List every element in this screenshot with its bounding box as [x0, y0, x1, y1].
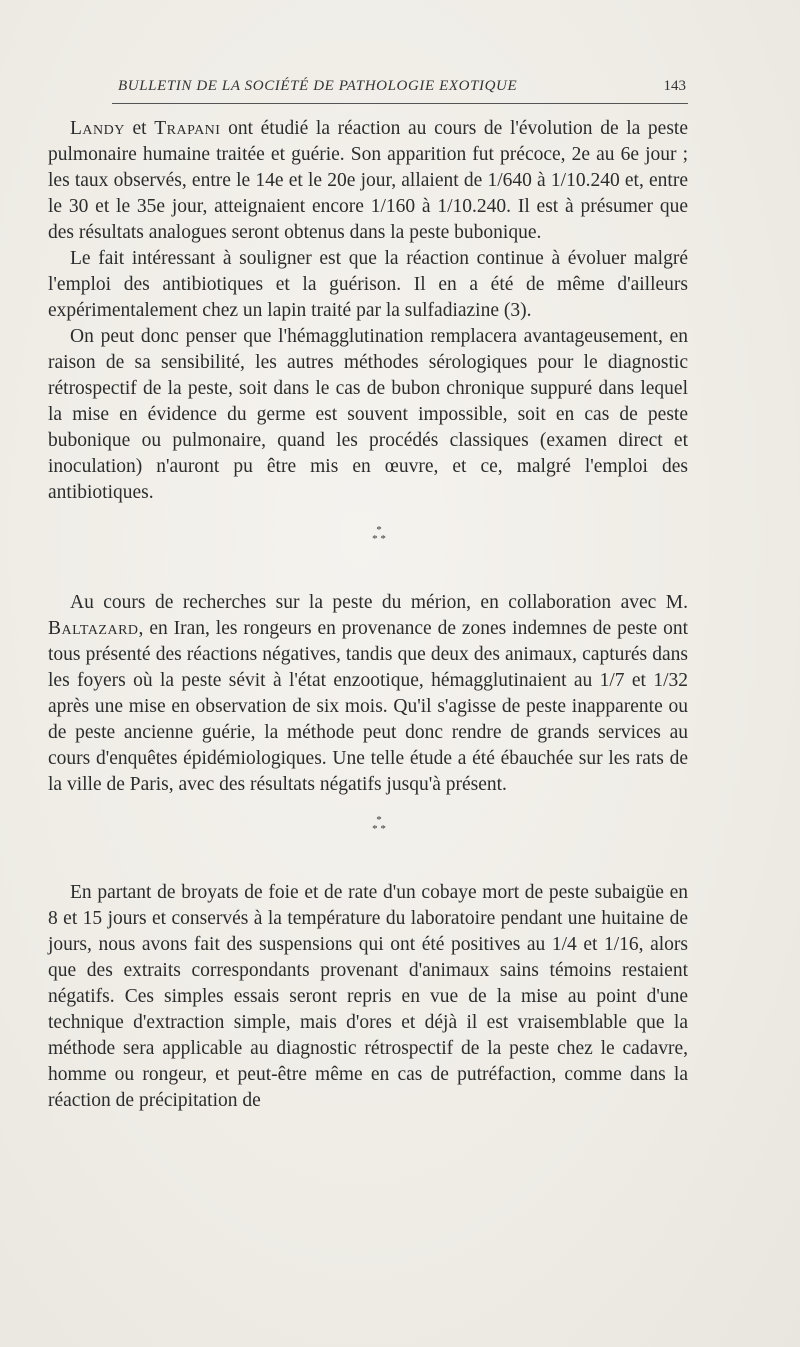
paragraph-text: , en Iran, les rongeurs en provenance de zones indemnes de peste ont tous présenté des réactions négatives, tandis que deux des animaux, capturés dans les foyers où la peste sévit à l'état enzootique, hémagglutinaient au 1/7 et 1/32 après une mise en observation de six mois. Qu'il s'agisse de peste inapparente ou de peste ancienne guérie, la méthode peut donc rendre de grands services au cours d'enquêtes épidémiologiques. Une telle étude a été ébauchée sur les rats de la ville de Paris, avec des résultats négatifs jusqu'à présent.	[48, 618, 688, 795]
section-separator	[70, 526, 688, 544]
paragraph-landy-trapani	[48, 116, 688, 246]
paragraph-hemagglutination: On peut donc penser que l'hémagglutination remplacera avantageusement, en raison de sa sensibilité, les autres méthodes sérologiques pour le diagnostic rétrospectif de la peste, soit dans le cas de bubon chronique suppuré dans lequel la mise en évidence du germe est souvent impossible, soit en cas de peste bubonique ou pulmonaire, quand les procédés classiques (examen direct et inoculation) n'auront pu être mis en œuvre, et ce, malgré l'emploi des antibiotiques.	[48, 326, 688, 503]
paragraph-merion	[48, 590, 688, 798]
author-name-landy: Landy	[70, 118, 125, 139]
article-body	[48, 116, 688, 1114]
header-rule	[112, 103, 688, 104]
asterism-top: *	[376, 524, 382, 536]
author-name-trapani: Trapani	[154, 118, 221, 139]
page-number: 143	[663, 78, 686, 94]
paragraph-text: ont étudié la réaction au cours de l'évolution de la peste pulmonaire humaine traitée et guérie. Son apparition fut précoce, 2e au 6e jour ; les taux observés, entre le 14e et le 20e jour, allaient de 1/640 à 1/10.240 et, entre le 30 et le 35e jour, atteignaient encore 1/160 à 1/10.240. Il est à présumer que des résultats analogues seront obtenus dans la peste bubonique.	[48, 118, 688, 243]
journal-title: BULLETIN DE LA SOCIÉTÉ DE PATHOLOGIE EXOTIQUE	[118, 78, 518, 94]
asterism-bottom: * *	[372, 823, 386, 835]
running-head	[118, 78, 686, 100]
paragraph-cobaye: En partant de broyats de foie et de rate d'un cobaye mort de peste subaigüe en 8 et 15 jours et conservés à la température du laboratoire pendant une huitaine de jours, nous avons fait des suspensions qui ont été positives au 1/4 et 1/16, alors que des extraits correspondants provenant d'animaux sains témoins restaient négatifs. Ces simples essais seront repris en vue de la mise au point d'une technique d'extraction simple, mais d'ores et déjà il est vraisemblable que la méthode sera applicable au diagnostic rétrospectif de la peste chez le cadavre, homme ou rongeur, et peut-être même en cas de putréfaction, comme dans la réaction de précipitation de	[48, 882, 688, 1111]
paragraph-text: et	[124, 118, 155, 139]
asterism-top: *	[376, 814, 382, 826]
author-name-baltazard: Baltazard	[48, 618, 139, 639]
paragraph-text: Au cours de recherches sur la peste du mérion, en collaboration avec M.	[70, 592, 688, 613]
section-separator-2	[70, 816, 688, 834]
asterism-bottom: * *	[372, 533, 386, 545]
paragraph-antibiotics: Le fait intéressant à souligner est que la réaction continue à évoluer malgré l'emploi des antibiotiques et la guérison. Il en a été de même d'ailleurs expérimentalement chez un lapin traité par la sulfadiazine (3).	[48, 248, 688, 321]
